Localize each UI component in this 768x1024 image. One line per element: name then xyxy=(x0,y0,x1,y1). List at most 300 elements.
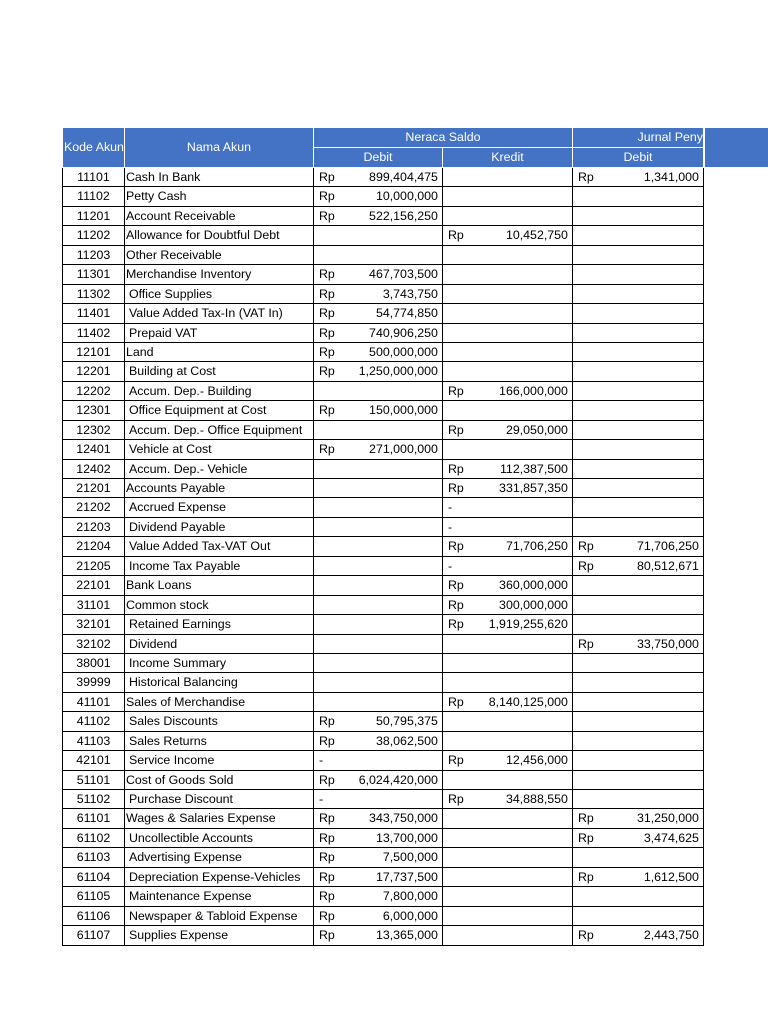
jurnal-currency-cell xyxy=(572,576,604,595)
jurnal-currency-cell xyxy=(572,401,604,420)
debit-amount-cell xyxy=(345,673,442,692)
debit-amount-cell: 17,737,500 xyxy=(345,867,442,886)
account-name-cell: Wages & Salaries Expense xyxy=(124,809,313,828)
account-name-cell: Historical Balancing xyxy=(124,673,313,692)
account-code-cell: 32101 xyxy=(63,615,125,634)
kredit-currency-cell xyxy=(442,187,474,206)
debit-currency-cell: Rp xyxy=(313,342,345,361)
account-name-cell: Sales Discounts xyxy=(124,712,313,731)
jurnal-amount-cell xyxy=(604,226,703,245)
account-code-cell: 61104 xyxy=(63,867,125,886)
jurnal-currency-cell xyxy=(572,206,604,225)
debit-amount-cell: 13,365,000 xyxy=(345,926,442,945)
debit-amount-cell: 54,774,850 xyxy=(345,304,442,323)
table-row xyxy=(63,790,704,809)
account-name-cell: Value Added Tax-In (VAT In) xyxy=(124,304,313,323)
account-name-cell: Bank Loans xyxy=(124,576,313,595)
jurnal-amount-cell: 33,750,000 xyxy=(604,634,703,653)
jurnal-amount-cell xyxy=(604,381,703,400)
account-name-cell: Account Receivable xyxy=(124,206,313,225)
jurnal-amount-cell xyxy=(604,595,703,614)
account-code-cell: 22101 xyxy=(63,576,125,595)
debit-currency-cell xyxy=(313,673,345,692)
account-name-cell: Accum. Dep.- Vehicle xyxy=(124,459,313,478)
jurnal-currency-cell xyxy=(572,265,604,284)
jurnal-amount-cell xyxy=(604,712,703,731)
jurnal-amount-cell xyxy=(604,265,703,284)
kredit-amount-cell: 112,387,500 xyxy=(474,459,572,478)
kredit-amount-cell xyxy=(474,712,572,731)
kredit-currency-cell xyxy=(442,653,474,672)
jurnal-currency-cell xyxy=(572,187,604,206)
jurnal-currency-cell: Rp xyxy=(572,926,604,945)
kredit-currency-cell xyxy=(442,362,474,381)
table-row xyxy=(63,828,704,847)
debit-amount-cell: 740,906,250 xyxy=(345,323,442,342)
debit-currency-cell: Rp xyxy=(313,848,345,867)
table-row xyxy=(63,342,704,361)
kredit-amount-cell: 360,000,000 xyxy=(474,576,572,595)
jurnal-amount-cell: 1,341,000 xyxy=(604,168,703,187)
table-row xyxy=(63,634,704,653)
debit-currency-cell xyxy=(313,692,345,711)
jurnal-amount-cell: 31,250,000 xyxy=(604,809,703,828)
debit-currency-cell xyxy=(313,537,345,556)
account-code-cell: 21202 xyxy=(63,498,125,517)
table-row xyxy=(63,770,704,789)
jurnal-amount-cell xyxy=(604,848,703,867)
table-row xyxy=(63,323,704,342)
kredit-amount-cell: 10,452,750 xyxy=(474,226,572,245)
header-jurnal-peny: Jurnal Peny xyxy=(572,128,703,148)
kredit-amount-cell xyxy=(474,906,572,925)
jurnal-currency-cell xyxy=(572,420,604,439)
debit-currency-cell: - xyxy=(313,751,345,770)
debit-amount-cell: 3,743,750 xyxy=(345,284,442,303)
kredit-amount-cell xyxy=(474,673,572,692)
kredit-amount-cell xyxy=(474,265,572,284)
jurnal-amount-cell xyxy=(604,615,703,634)
kredit-amount-cell xyxy=(474,828,572,847)
debit-currency-cell xyxy=(313,653,345,672)
debit-amount-cell xyxy=(345,479,442,498)
debit-amount-cell xyxy=(345,576,442,595)
table-row xyxy=(63,653,704,672)
jurnal-amount-cell: 80,512,671 xyxy=(604,556,703,575)
account-code-cell: 11102 xyxy=(63,187,125,206)
account-code-cell: 21204 xyxy=(63,537,125,556)
account-name-cell: Petty Cash xyxy=(124,187,313,206)
kredit-amount-cell: 29,050,000 xyxy=(474,420,572,439)
debit-amount-cell: 10,000,000 xyxy=(345,187,442,206)
table-row xyxy=(63,440,704,459)
debit-currency-cell xyxy=(313,245,345,264)
account-code-cell: 38001 xyxy=(63,653,125,672)
debit-amount-cell: 343,750,000 xyxy=(345,809,442,828)
debit-currency-cell: Rp xyxy=(313,770,345,789)
account-code-cell: 11201 xyxy=(63,206,125,225)
debit-currency-cell: Rp xyxy=(313,712,345,731)
jurnal-amount-cell: 1,612,500 xyxy=(604,867,703,886)
kredit-amount-cell xyxy=(474,323,572,342)
kredit-currency-cell: Rp xyxy=(442,459,474,478)
jurnal-amount-cell xyxy=(604,692,703,711)
kredit-currency-cell xyxy=(442,265,474,284)
kredit-amount-cell xyxy=(474,168,572,187)
account-name-cell: Sales Returns xyxy=(124,731,313,750)
kredit-currency-cell: Rp xyxy=(442,595,474,614)
jurnal-amount-cell xyxy=(604,304,703,323)
debit-currency-cell: Rp xyxy=(313,926,345,945)
kredit-currency-cell xyxy=(442,401,474,420)
account-code-cell: 51101 xyxy=(63,770,125,789)
debit-amount-cell xyxy=(345,537,442,556)
kredit-currency-cell: Rp xyxy=(442,576,474,595)
account-name-cell: Maintenance Expense xyxy=(124,887,313,906)
account-code-cell: 11401 xyxy=(63,304,125,323)
kredit-currency-cell xyxy=(442,731,474,750)
table-row xyxy=(63,479,704,498)
account-name-cell: Cash In Bank xyxy=(124,168,313,187)
debit-amount-cell xyxy=(345,245,442,264)
account-name-cell: Office Supplies xyxy=(124,284,313,303)
account-name-cell: Retained Earnings xyxy=(124,615,313,634)
account-code-cell: 21201 xyxy=(63,479,125,498)
kredit-amount-cell: 34,888,550 xyxy=(474,790,572,809)
account-code-cell: 41101 xyxy=(63,692,125,711)
table-row xyxy=(63,712,704,731)
jurnal-currency-cell xyxy=(572,284,604,303)
account-name-cell: Income Summary xyxy=(124,653,313,672)
jurnal-currency-cell xyxy=(572,887,604,906)
account-code-cell: 11301 xyxy=(63,265,125,284)
jurnal-amount-cell xyxy=(604,323,703,342)
account-code-cell: 51102 xyxy=(63,790,125,809)
jurnal-currency-cell xyxy=(572,479,604,498)
debit-amount-cell xyxy=(345,226,442,245)
jurnal-currency-cell xyxy=(572,459,604,478)
kredit-currency-cell xyxy=(442,323,474,342)
debit-currency-cell xyxy=(313,576,345,595)
account-name-cell: Accum. Dep.- Building xyxy=(124,381,313,400)
account-name-cell: Dividend xyxy=(124,634,313,653)
kredit-amount-cell: 300,000,000 xyxy=(474,595,572,614)
account-code-cell: 32102 xyxy=(63,634,125,653)
kredit-amount-cell xyxy=(474,926,572,945)
table-row xyxy=(63,226,704,245)
account-name-cell: Office Equipment at Cost xyxy=(124,401,313,420)
account-code-cell: 41103 xyxy=(63,731,125,750)
jurnal-currency-cell: Rp xyxy=(572,867,604,886)
jurnal-currency-cell xyxy=(572,342,604,361)
kredit-currency-cell: Rp xyxy=(442,479,474,498)
kredit-currency-cell: Rp xyxy=(442,692,474,711)
kredit-amount-cell xyxy=(474,187,572,206)
kredit-currency-cell xyxy=(442,809,474,828)
kredit-currency-cell: - xyxy=(442,556,474,575)
kredit-currency-cell xyxy=(442,304,474,323)
table-row xyxy=(63,673,704,692)
table-row xyxy=(63,848,704,867)
table-row xyxy=(63,887,704,906)
account-code-cell: 61102 xyxy=(63,828,125,847)
account-name-cell: Cost of Goods Sold xyxy=(124,770,313,789)
table-row xyxy=(63,381,704,400)
account-name-cell: Vehicle at Cost xyxy=(124,440,313,459)
debit-amount-cell: 1,250,000,000 xyxy=(345,362,442,381)
debit-amount-cell: 271,000,000 xyxy=(345,440,442,459)
debit-currency-cell: Rp xyxy=(313,168,345,187)
account-code-cell: 39999 xyxy=(63,673,125,692)
debit-amount-cell xyxy=(345,459,442,478)
table-row xyxy=(63,615,704,634)
account-name-cell: Accum. Dep.- Office Equipment xyxy=(124,420,313,439)
debit-currency-cell: Rp xyxy=(313,206,345,225)
kredit-currency-cell xyxy=(442,906,474,925)
debit-amount-cell xyxy=(345,498,442,517)
kredit-amount-cell xyxy=(474,770,572,789)
table-row xyxy=(63,245,704,264)
account-code-cell: 21205 xyxy=(63,556,125,575)
kredit-amount-cell xyxy=(474,440,572,459)
account-name-cell: Merchandise Inventory xyxy=(124,265,313,284)
kredit-amount-cell xyxy=(474,731,572,750)
kredit-amount-cell xyxy=(474,653,572,672)
jurnal-amount-cell xyxy=(604,653,703,672)
kredit-amount-cell xyxy=(474,304,572,323)
debit-amount-cell xyxy=(345,595,442,614)
account-code-cell: 11402 xyxy=(63,323,125,342)
debit-amount-cell xyxy=(345,692,442,711)
kredit-amount-cell: 166,000,000 xyxy=(474,381,572,400)
account-code-cell: 12302 xyxy=(63,420,125,439)
jurnal-amount-cell xyxy=(604,420,703,439)
jurnal-currency-cell xyxy=(572,673,604,692)
jurnal-amount-cell xyxy=(604,498,703,517)
jurnal-amount-cell xyxy=(604,576,703,595)
kredit-amount-cell xyxy=(474,498,572,517)
debit-amount-cell xyxy=(345,420,442,439)
debit-currency-cell xyxy=(313,556,345,575)
debit-amount-cell: 150,000,000 xyxy=(345,401,442,420)
account-code-cell: 61106 xyxy=(63,906,125,925)
table-row xyxy=(63,362,704,381)
account-code-cell: 42101 xyxy=(63,751,125,770)
debit-currency-cell xyxy=(313,634,345,653)
account-code-cell: 12402 xyxy=(63,459,125,478)
debit-currency-cell xyxy=(313,479,345,498)
kredit-amount-cell: 331,857,350 xyxy=(474,479,572,498)
kredit-currency-cell xyxy=(442,168,474,187)
jurnal-amount-cell xyxy=(604,751,703,770)
table-row xyxy=(63,556,704,575)
account-code-cell: 12202 xyxy=(63,381,125,400)
debit-amount-cell: 50,795,375 xyxy=(345,712,442,731)
jurnal-amount-cell xyxy=(604,362,703,381)
account-name-cell: Prepaid VAT xyxy=(124,323,313,342)
kredit-amount-cell xyxy=(474,634,572,653)
kredit-currency-cell: Rp xyxy=(442,751,474,770)
debit-amount-cell: 467,703,500 xyxy=(345,265,442,284)
jurnal-amount-cell xyxy=(604,517,703,536)
debit-amount-cell xyxy=(345,653,442,672)
table-row xyxy=(63,206,704,225)
jurnal-currency-cell: Rp xyxy=(572,537,604,556)
header-kode-akun: Kode Akun xyxy=(63,128,125,168)
jurnal-amount-cell xyxy=(604,245,703,264)
kredit-amount-cell xyxy=(474,867,572,886)
account-name-cell: Building at Cost xyxy=(124,362,313,381)
account-name-cell: Accrued Expense xyxy=(124,498,313,517)
jurnal-currency-cell xyxy=(572,381,604,400)
jurnal-amount-cell xyxy=(604,479,703,498)
jurnal-currency-cell xyxy=(572,615,604,634)
kredit-currency-cell: Rp xyxy=(442,226,474,245)
account-code-cell: 12401 xyxy=(63,440,125,459)
account-code-cell: 11203 xyxy=(63,245,125,264)
kredit-currency-cell: - xyxy=(442,498,474,517)
kredit-currency-cell: Rp xyxy=(442,381,474,400)
account-code-cell: 41102 xyxy=(63,712,125,731)
jurnal-amount-cell xyxy=(604,342,703,361)
kredit-amount-cell: 8,140,125,000 xyxy=(474,692,572,711)
account-code-cell: 21203 xyxy=(63,517,125,536)
kredit-amount-cell xyxy=(474,556,572,575)
jurnal-amount-cell xyxy=(604,440,703,459)
account-name-cell: Allowance for Doubtful Debt xyxy=(124,226,313,245)
kredit-currency-cell: Rp xyxy=(442,790,474,809)
account-name-cell: Sales of Merchandise xyxy=(124,692,313,711)
jurnal-currency-cell xyxy=(572,498,604,517)
jurnal-amount-cell: 2,443,750 xyxy=(604,926,703,945)
account-name-cell: Dividend Payable xyxy=(124,517,313,536)
account-code-cell: 12301 xyxy=(63,401,125,420)
debit-currency-cell xyxy=(313,595,345,614)
debit-currency-cell: Rp xyxy=(313,323,345,342)
jurnal-amount-cell xyxy=(604,206,703,225)
jurnal-currency-cell xyxy=(572,790,604,809)
kredit-currency-cell xyxy=(442,926,474,945)
debit-currency-cell: Rp xyxy=(313,731,345,750)
debit-currency-cell: - xyxy=(313,790,345,809)
kredit-currency-cell xyxy=(442,342,474,361)
kredit-currency-cell xyxy=(442,284,474,303)
table-row xyxy=(63,537,704,556)
kredit-currency-cell xyxy=(442,828,474,847)
kredit-currency-cell: Rp xyxy=(442,420,474,439)
header-jurnal-debit: Debit xyxy=(572,148,703,168)
jurnal-amount-cell xyxy=(604,459,703,478)
account-name-cell: Value Added Tax-VAT Out xyxy=(124,537,313,556)
debit-amount-cell: 7,500,000 xyxy=(345,848,442,867)
debit-currency-cell xyxy=(313,381,345,400)
debit-currency-cell: Rp xyxy=(313,362,345,381)
jurnal-currency-cell: Rp xyxy=(572,556,604,575)
account-code-cell: 11202 xyxy=(63,226,125,245)
jurnal-currency-cell xyxy=(572,653,604,672)
jurnal-currency-cell xyxy=(572,751,604,770)
account-name-cell: Newspaper & Tabloid Expense xyxy=(124,906,313,925)
kredit-currency-cell xyxy=(442,712,474,731)
jurnal-currency-cell xyxy=(572,226,604,245)
debit-currency-cell xyxy=(313,226,345,245)
debit-amount-cell xyxy=(345,517,442,536)
debit-amount-cell xyxy=(345,634,442,653)
table-row xyxy=(63,304,704,323)
kredit-amount-cell xyxy=(474,887,572,906)
trial-balance-table xyxy=(62,127,704,946)
debit-currency-cell: Rp xyxy=(313,284,345,303)
jurnal-currency-cell xyxy=(572,712,604,731)
debit-currency-cell: Rp xyxy=(313,440,345,459)
kredit-amount-cell xyxy=(474,517,572,536)
header-nama-akun: Nama Akun xyxy=(124,128,313,168)
jurnal-currency-cell xyxy=(572,517,604,536)
jurnal-amount-cell xyxy=(604,770,703,789)
jurnal-currency-cell: Rp xyxy=(572,634,604,653)
table-row xyxy=(63,731,704,750)
kredit-currency-cell: Rp xyxy=(442,537,474,556)
jurnal-currency-cell xyxy=(572,731,604,750)
debit-amount-cell: 7,800,000 xyxy=(345,887,442,906)
jurnal-currency-cell xyxy=(572,304,604,323)
debit-currency-cell xyxy=(313,615,345,634)
jurnal-amount-cell xyxy=(604,731,703,750)
jurnal-amount-cell: 3,474,625 xyxy=(604,828,703,847)
debit-currency-cell: Rp xyxy=(313,265,345,284)
header-kredit: Kredit xyxy=(442,148,572,168)
kredit-currency-cell xyxy=(442,634,474,653)
debit-amount-cell: 6,000,000 xyxy=(345,906,442,925)
account-name-cell: Other Receivable xyxy=(124,245,313,264)
jurnal-amount-cell xyxy=(604,887,703,906)
jurnal-currency-cell xyxy=(572,595,604,614)
account-code-cell: 11302 xyxy=(63,284,125,303)
debit-amount-cell: 522,156,250 xyxy=(345,206,442,225)
table-row xyxy=(63,595,704,614)
account-name-cell: Income Tax Payable xyxy=(124,556,313,575)
debit-amount-cell: 13,700,000 xyxy=(345,828,442,847)
account-code-cell: 61103 xyxy=(63,848,125,867)
debit-currency-cell: Rp xyxy=(313,401,345,420)
kredit-currency-cell xyxy=(442,770,474,789)
jurnal-amount-cell xyxy=(604,187,703,206)
table-row xyxy=(63,809,704,828)
debit-currency-cell: Rp xyxy=(313,828,345,847)
table-row xyxy=(63,867,704,886)
table-row xyxy=(63,187,704,206)
table-row xyxy=(63,284,704,303)
table-row xyxy=(63,401,704,420)
table-row xyxy=(63,751,704,770)
kredit-amount-cell xyxy=(474,848,572,867)
kredit-amount-cell xyxy=(474,245,572,264)
jurnal-currency-cell xyxy=(572,906,604,925)
table-row xyxy=(63,420,704,439)
debit-currency-cell xyxy=(313,420,345,439)
jurnal-currency-cell: Rp xyxy=(572,168,604,187)
table-body xyxy=(63,168,704,946)
table-row xyxy=(63,168,704,187)
header-overflow-band xyxy=(705,128,768,167)
jurnal-currency-cell xyxy=(572,770,604,789)
debit-amount-cell: 899,404,475 xyxy=(345,168,442,187)
kredit-amount-cell: 1,919,255,620 xyxy=(474,615,572,634)
kredit-amount-cell xyxy=(474,809,572,828)
account-code-cell: 61101 xyxy=(63,809,125,828)
account-code-cell: 12101 xyxy=(63,342,125,361)
kredit-currency-cell xyxy=(442,206,474,225)
